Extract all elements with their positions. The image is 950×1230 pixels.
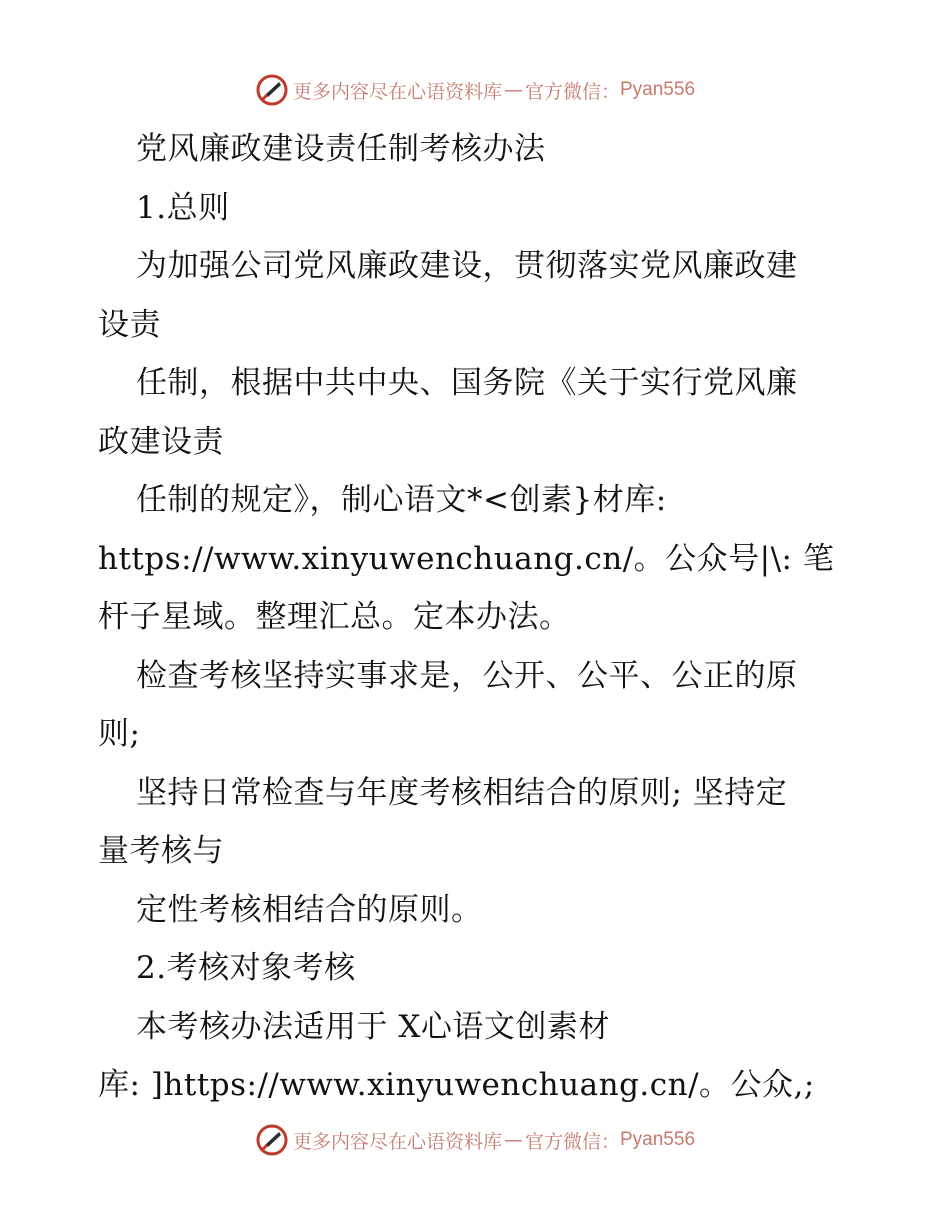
banner-separator: — <box>503 1129 523 1151</box>
banner-text: 更多内容尽在心语资料库 <box>292 1130 502 1153</box>
document-body <box>98 120 858 1115</box>
footer-banner <box>0 1120 950 1160</box>
banner-wechat-id: Pyan556 <box>620 1129 696 1150</box>
banner-wechat-id: Pyan556 <box>620 79 696 100</box>
text-line: 检查考核坚持实事求是，公开、公平、公正的原 <box>136 657 798 694</box>
text-line: 政建设责 <box>98 423 224 460</box>
text-line: 任制，根据中共中央、国务院《关于实行党风廉 <box>136 365 798 401</box>
logo-icon <box>255 1123 289 1157</box>
doc-title: 党风廉政建设责任制考核办法 <box>136 131 546 167</box>
text-line: 定性考核相结合的原则。 <box>136 891 483 928</box>
text-line: https://www.xinyuwenchuang.cn/。公众号|\: 笔 <box>98 540 835 577</box>
banner-text: 更多内容尽在心语资料库 <box>292 80 502 103</box>
text-line: 设责 <box>98 306 161 343</box>
text-line: 量考核与 <box>98 833 224 869</box>
banner-separator: — <box>503 79 523 101</box>
text-line: 则; <box>98 716 141 752</box>
banner-wechat-label: 官方微信： <box>524 1130 620 1153</box>
text-line: 本考核办法适用于 X心语文创素材 <box>136 1008 610 1045</box>
logo-icon <box>255 73 289 107</box>
text-line: 库: ]https://www.xinyuwenchuang.cn/。公众,; <box>98 1067 815 1103</box>
banner-wechat-label: 官方微信： <box>524 80 620 103</box>
text-line: 任制的规定》，制心语文*<创素}材库: <box>136 482 667 518</box>
text-line: 杆子星域。整理汇总。定本办法。 <box>98 599 571 635</box>
header-banner <box>0 70 950 110</box>
section-heading: 2.考核对象考核 <box>136 950 356 986</box>
text-line: 坚持日常检查与年度考核相结合的原则; 坚持定 <box>136 774 788 811</box>
section-heading: 1.总则 <box>136 189 230 226</box>
text-line: 为加强公司党风廉政建设，贯彻落实党风廉政建 <box>136 248 798 284</box>
